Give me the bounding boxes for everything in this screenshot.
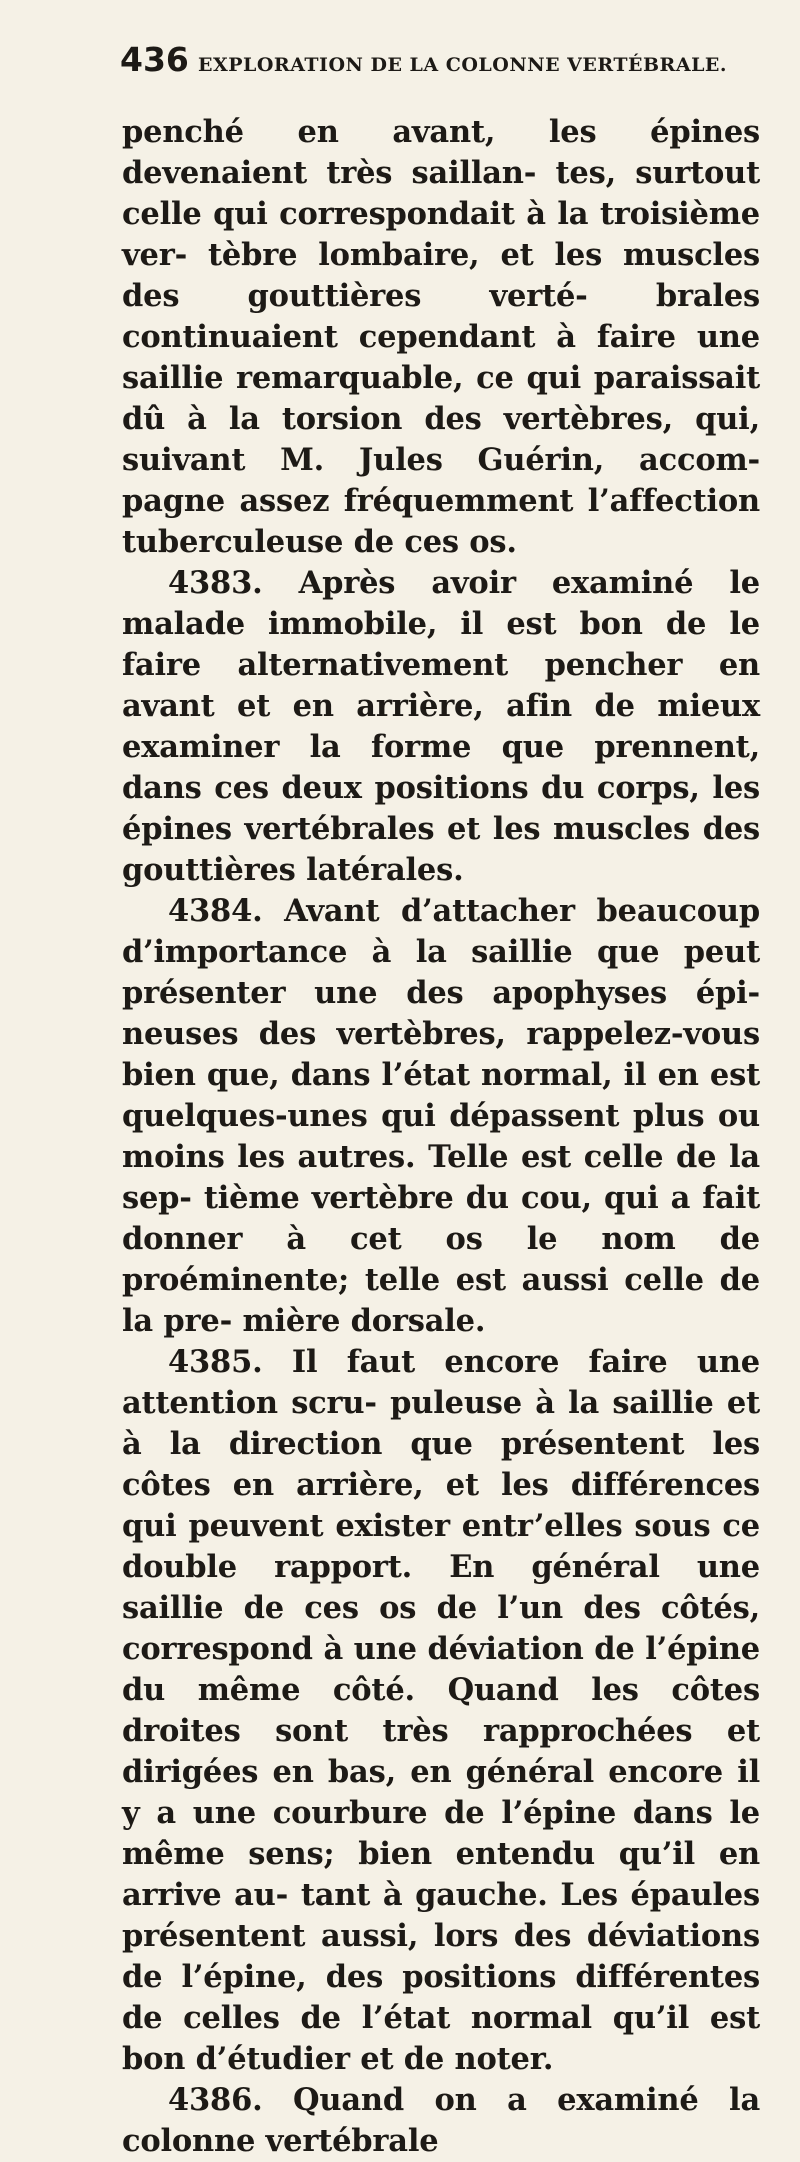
paragraph-4384: 4384. Avant d’attacher beaucoup d’importance à la saillie que peut présenter une des apophyses épi- neuses des vertèbres, rappelez-vous bien que, dans l’état normal, il en est quelques-unes qui dépassent plus ou moins les autres. Telle est celle de la sep- tième vertèbre du cou, qui a fait donner à cet os le nom de proéminente; telle est aussi celle de la pre- mière dorsale. (122, 893, 760, 1339)
paragraph-continuation: penché en avant, les épines devenaient très saillan- tes, surtout celle qui correspondait à la troisième ver- tèbre lombaire, et les muscles des gouttières verté- brales continuaient cependant à faire une saillie remarquable, ce qui paraissait dû à la torsion des vertèbres, qui, suivant M. Jules Guérin, accom- pagne assez fréquemment l’affection tuberculeuse de ces os. (122, 114, 760, 560)
paragraph-4383: 4383. Après avoir examiné le malade immobile, il est bon de le faire alternativement pencher en avant et en arrière, afin de mieux examiner la forme que prennent, dans ces deux positions du corps, les épines vertébrales et les muscles des gouttières latérales. (122, 565, 760, 888)
running-title: EXPLORATION DE LA COLONNE VERTÉBRALE. (198, 54, 728, 76)
paragraph-4386: 4386. Quand on a examiné la colonne vertébrale (122, 2082, 760, 2159)
body-text (122, 112, 760, 2162)
running-head (120, 40, 760, 86)
paragraph-4385: 4385. Il faut encore faire une attention scru- puleuse à la saillie et à la direction que présentent les côtes en arrière, et les différences qui peuvent exister entr’elles sous ce double rapport. En général une saillie de ces os de l’un des côtés, correspond à une déviation de l’épine du même côté. Quand les côtes droites sont très rapprochées et dirigées en bas, en général encore il y a une courbure de l’épine dans le même sens; bien entendu qu’il en arrive au- tant à gauche. Les épaules présentent aussi, lors des déviations de l’épine, des positions différentes de celles de l’état normal qu’il est bon d’étudier et de noter. (122, 1344, 760, 2077)
page-number: 436 (120, 40, 189, 79)
